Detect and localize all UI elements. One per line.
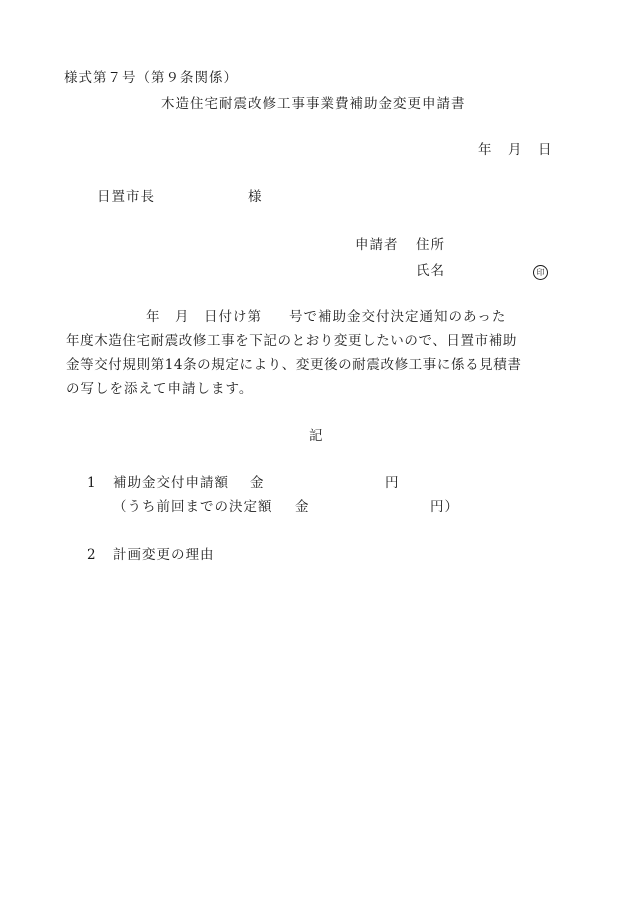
addressee-honorific: 様 [248,189,263,205]
body-line2: 年度木造住宅耐震改修工事を下記のとおり変更したいので、日置市補助 [66,333,517,349]
body-line1-year: 年 [146,309,161,325]
item1-sub-label: （うち前回までの決定額 [113,499,273,515]
body-line3: 金等交付規則第14条の規定により、変更後の耐震改修工事に係る見積書 [66,357,522,373]
date-day: 日 [538,142,553,158]
item2-number: 2 [87,547,97,563]
body-line4: の写しを添えて申請します。 [66,381,254,397]
item1-currency: 金 [250,475,265,491]
item1-sub-unit: 円） [430,499,459,515]
item1-sub-currency: 金 [295,499,310,515]
addressee-name: 日置市長 [97,189,155,205]
document-title: 木造住宅耐震改修工事事業費補助金変更申請書 [161,96,466,112]
applicant-name-label: 氏名 [416,263,445,279]
seal-mark [533,264,548,280]
date-year: 年 [478,142,493,158]
item1-unit: 円 [385,475,400,491]
item1-label: 補助金交付申請額 [113,475,229,491]
seal-icon: 印 [533,265,548,280]
notes-heading: 記 [309,428,324,444]
item1-number: 1 [87,475,97,491]
body-line1-day: 日付け第 [204,309,262,325]
applicant-label: 申請者 [355,237,399,253]
item2-label: 計画変更の理由 [113,547,215,563]
form-number: 様式第７号（第９条関係） [64,70,238,86]
date-month: 月 [508,142,523,158]
body-line1-month: 月 [175,309,190,325]
applicant-address-label: 住所 [416,237,445,253]
body-line1-rest: 号で補助金交付決定通知のあった [289,309,507,325]
